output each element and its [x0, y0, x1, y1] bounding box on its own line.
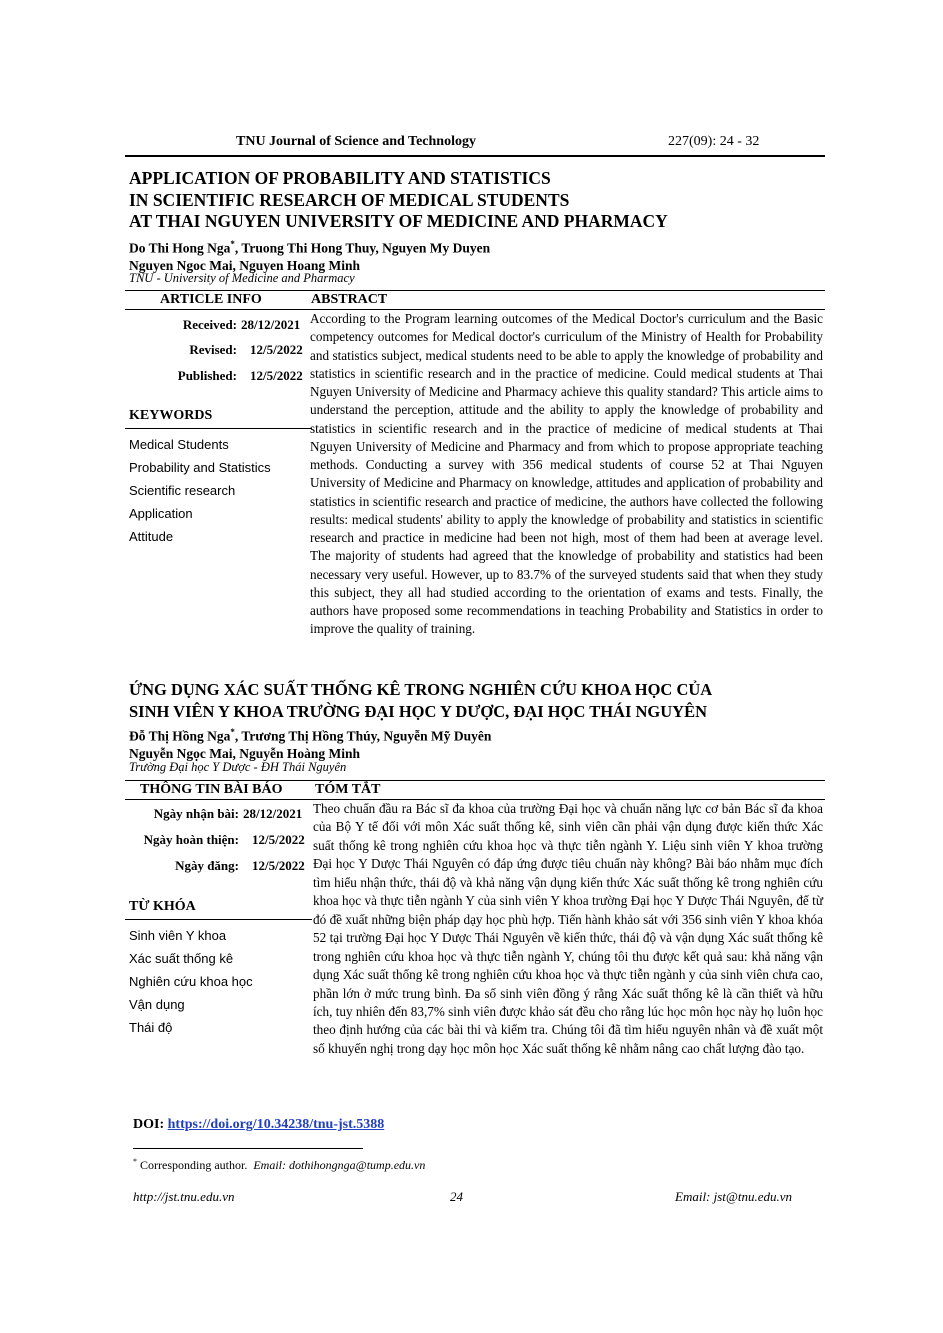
keyword-item: Scientific research — [129, 483, 236, 498]
keyword-item: Nghiên cứu khoa học — [129, 974, 253, 989]
english-affiliation: TNU - University of Medicine and Pharmacy — [129, 271, 355, 285]
keywords-heading: KEYWORDS — [129, 408, 213, 423]
page-number: 24 — [450, 1189, 463, 1204]
keywords-list — [129, 433, 271, 548]
english-authors — [129, 236, 490, 274]
title-line: APPLICATION OF PROBABILITY AND STATISTICS — [129, 168, 551, 188]
title-line: SINH VIÊN Y KHOA TRƯỜNG ĐẠI HỌC Y DƯỢC, ĐẠI HỌC THÁI NGUYÊN — [129, 702, 708, 721]
footnote-divider — [133, 1148, 363, 1149]
keyword-item: Medical Students — [129, 437, 229, 452]
english-abstract-text: According to the Program learning outcomes of the Medical Doctor's curriculum and the Basic competency outcomes for Medical doctor's curriculum of the Ministry of Health for Probability and statistics subject, medical students need to be able to apply the knowledge of probability and statistics in scientific research and in the practice of medicine. Could medical students at Thai Nguyen University of Medicine and Pharmacy achieve this quality standard? This article aims to understand the perception, attitude and the ability to apply the knowledge of probability and statistics in scientific research and in the practice of medicine of medical students at Thai Nguyen University of Medicine and Pharmacy and from which to propose appropriate teaching methods. Conducting a survey with 356 medical students of course 52 at Thai Nguyen University of Medicine and Pharmacy on knowledge, attitudes and application of probability and statistics in scientific research and practice of medicine, the authors have collected the following results: medical students' ability to apply the knowledge of probability and statistics in scientific research and practice in medicine had been not high, most of them had been at average level. The majority of students had agreed that the knowledge of probability and statistics had been necessary very useful. However, up to 83.7% of the surveyed students said that when they study this subject, they all had studied according to the orientation of exams and tests. Finally, the authors have proposed some recommendations in teaching Probability and Statistics in order to improve the quality of training. — [310, 311, 823, 637]
received-date: 28/12/2021 — [241, 317, 301, 332]
title-line: IN SCIENTIFIC RESEARCH OF MEDICAL STUDENTS — [129, 189, 570, 210]
keyword-item: Vận dụng — [129, 997, 185, 1012]
authors-line: Nguyễn Ngọc Mai, Nguyễn Hoàng Minh — [129, 745, 361, 761]
published-label: Published: — [177, 368, 237, 383]
article-info-heading: ARTICLE INFO — [160, 292, 262, 307]
vietnamese-abstract-text: Theo chuẩn đầu ra Bác sĩ đa khoa của trường Đại học và chuẩn năng lực cơ bản Bác sĩ đa khoa của Bộ Y tế đối với môn Xác suất thống kê, sinh viên cần phải vận dụng được kiến thức Xác suất thống kê trong nghiên cứu khoa học và thực tiễn ngành Y. Liệu sinh viên Y khoa trường Đại học Y Dược Thái Nguyên có đáp ứng được tiêu chuẩn này không? Bài báo nhằm mục đích tìm hiểu nhận thức, thái độ và khả năng vận dụng kiến thức Xác suất thống kê trong nghiên cứu khoa học và thực tiễn ngành Y của sinh viên Y khoa trường Đại học Y Dược Thái Nguyên, để từ đó đề xuất những biện pháp dạy học phù hợp. Tiến hành khảo sát với 356 sinh viên Y khoa khóa 52 tại trường Đại học Y Dược Thái Nguyên về kiến thức, thái độ và vận dụng Xác suất thống kê trong nghiên cứu khoa học và thực tiễn ngành Y, chúng tôi thu được kết quả sau: khả năng vận dụng Xác suất thống kê trong nghiên cứu khoa học và thực tiễn ngành y của sinh viên chưa cao, phần lớn ở mức trung bình. Đa số sinh viên đồng ý rằng Xác suất thống kê là cần thiết và hữu ích, tuy nhiên đến 83,7% sinh viên được khảo sát đều cho rằng lúc học môn học này họ luôn học theo định hướng của các bài thi và kiểm tra. Chúng tôi đã tìm hiểu nguyên nhân và đề xuất một số khuyến nghị trong dạy học môn học Xác suất thống kê nhằm nâng cao chất lượng đào tạo. — [313, 801, 824, 1056]
keyword-item: Xác suất thống kê — [129, 951, 234, 966]
footer-email[interactable]: Email: jst@tnu.edu.vn — [675, 1189, 793, 1204]
published-date-vi: 12/5/2022 — [252, 858, 305, 873]
keyword-item: Probability and Statistics — [129, 460, 271, 475]
received-date-vi: 28/12/2021 — [243, 806, 303, 821]
doi-label: DOI: — [133, 1117, 165, 1132]
authors-line: Nguyen Ngoc Mai, Nguyen Hoang Minh — [129, 257, 361, 273]
abstract-heading-vi: TÓM TẮT — [315, 782, 381, 797]
article-info-heading-vi: THÔNG TIN BÀI BÁO — [140, 782, 283, 797]
keyword-item: Thái độ — [129, 1020, 173, 1035]
footer-website[interactable]: http://jst.tnu.edu.vn — [133, 1189, 235, 1204]
revised-label-vi: Ngày hoàn thiện: — [143, 832, 239, 847]
keyword-item: Application — [129, 506, 193, 521]
abstract-heading: ABSTRACT — [311, 292, 388, 307]
revised-date: 12/5/2022 — [250, 342, 303, 357]
published-label-vi: Ngày đăng: — [175, 858, 239, 873]
received-label-vi: Ngày nhận bài: — [153, 806, 239, 821]
footnote-email-label: Email: — [253, 1158, 286, 1172]
vietnamese-title — [129, 679, 829, 723]
published-date: 12/5/2022 — [250, 368, 303, 383]
footnote — [133, 1157, 425, 1173]
english-title — [129, 168, 829, 233]
vietnamese-affiliation: Trường Đại học Y Dược - ĐH Thái Nguyên — [129, 760, 347, 774]
title-line: ỨNG DỤNG XÁC SUẤT THỐNG KÊ TRONG NGHIÊN CỨU KHOA HỌC CỦA — [129, 680, 713, 699]
footnote-text: Corresponding author. — [140, 1158, 248, 1172]
keywords-list-vi — [129, 924, 253, 1039]
doi-line — [133, 1117, 384, 1133]
volume-pages: 227(09): 24 - 32 — [668, 134, 760, 149]
footnote-email[interactable]: dothihongnga@tump.edu.vn — [289, 1158, 426, 1172]
authors-line: Do Thi Hong Nga*, Truong Thi Hong Thuy, Nguyen My Duyen — [129, 239, 491, 256]
title-line: AT THAI NGUYEN UNIVERSITY OF MEDICINE AND PHARMACY — [129, 211, 668, 231]
revised-label: Revised: — [189, 342, 237, 357]
keywords-heading-vi: TỪ KHÓA — [129, 899, 196, 914]
footnote-mark: * — [133, 1157, 137, 1166]
section-divider — [125, 290, 825, 291]
corresponding-mark: * — [230, 239, 235, 249]
revised-date-vi: 12/5/2022 — [252, 832, 305, 847]
doi-link[interactable]: https://doi.org/10.34238/tnu-jst.5388 — [167, 1117, 385, 1132]
keywords-divider — [125, 919, 312, 920]
received-label: Received: — [182, 317, 237, 332]
header-divider — [125, 155, 825, 157]
keywords-divider — [125, 428, 312, 429]
journal-name: TNU Journal of Science and Technology — [236, 134, 476, 149]
section-divider — [125, 780, 825, 781]
corresponding-mark: * — [230, 727, 235, 737]
keyword-item: Attitude — [129, 529, 174, 544]
keyword-item: Sinh viên Y khoa — [129, 928, 227, 943]
authors-line: Đỗ Thị Hồng Nga*, Trương Thị Hồng Thúy, Nguyễn Mỹ Duyên — [129, 727, 492, 744]
vietnamese-authors — [129, 724, 491, 762]
